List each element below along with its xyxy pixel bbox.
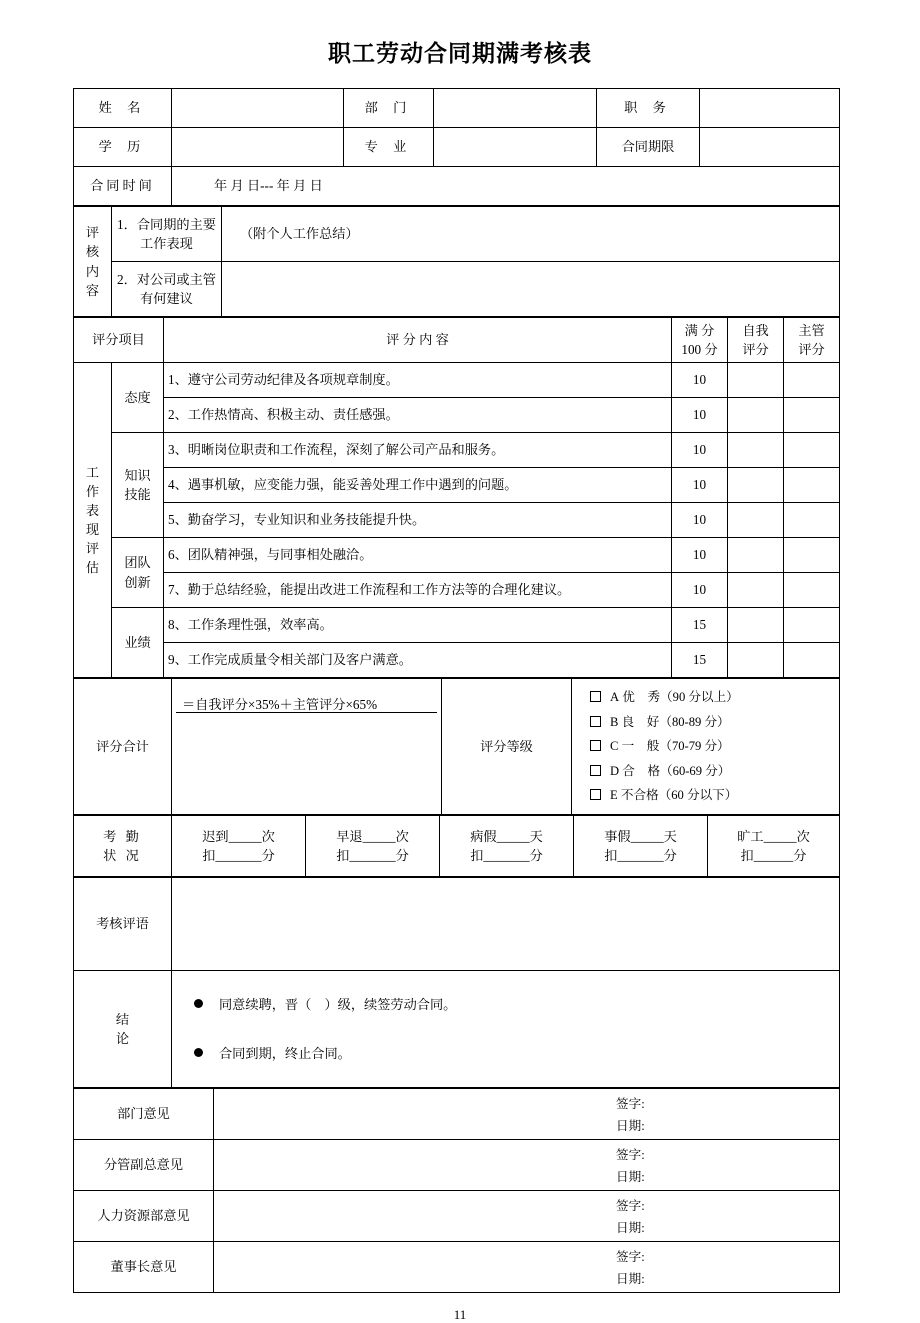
full-score-header-line2: 100 分 [681,342,718,357]
attendance-late-count[interactable]: 迟到_____次 [202,828,275,844]
supervisor-score-header-line1: 主管 [798,322,825,338]
score-item-self[interactable] [728,503,784,538]
score-item-self[interactable] [728,608,784,643]
table-row [74,503,840,538]
review-item2-field[interactable] [222,262,840,317]
review-item1-field[interactable]: （附个人工作总结） [222,207,840,262]
score-item-full: 15 [672,608,728,643]
score-item-full: 10 [672,538,728,573]
score-item-supervisor[interactable] [784,538,840,573]
score-item-supervisor[interactable] [784,468,840,503]
checkbox-icon[interactable] [590,691,601,702]
supervisor-score-header [784,318,840,363]
attendance-early-leave-count[interactable]: 早退_____次 [336,828,409,844]
attendance-absence-count[interactable]: 旷工_____次 [737,828,810,844]
score-item-text: 1、遵守公司劳动纪律及各项规章制度。 [164,363,672,398]
contract-time-field[interactable]: 年 月 日--- 年 月 日 [172,167,840,206]
full-score-header-line1: 满 分 [684,322,715,338]
table-row [74,815,840,876]
table-row [74,363,840,398]
group-label-char-5: 评 [85,541,100,557]
score-item-self[interactable] [728,363,784,398]
table-row [74,128,840,167]
table-row [74,1190,840,1241]
category-team-label [112,538,164,608]
table-row [74,468,840,503]
date-label: 日期: [616,1220,645,1235]
full-score-header [672,318,728,363]
signature-row-label-chairman: 董事长意见 [74,1241,214,1292]
score-item-self[interactable] [728,433,784,468]
page-title: 职工劳动合同期满考核表 [328,40,592,66]
table-row [74,167,840,206]
score-total-label: 评分合计 [74,679,172,815]
name-field[interactable] [172,89,344,128]
grade-option-a-text: A 优 秀（90 分以上） [610,690,739,704]
attendance-absence[interactable] [708,815,840,876]
work-performance-group-label [74,363,112,678]
date-label: 日期: [616,1118,645,1133]
score-table [73,317,840,678]
conclusion-option-terminate-text: 合同到期，终止合同。 [219,1045,351,1061]
score-item-header: 评分项目 [74,318,164,363]
category-performance-label: 业绩 [112,608,164,678]
grade-option-e[interactable] [590,783,835,808]
score-item-text: 4、遇事机敏，应变能力强，能妥善处理工作中遇到的问题。 [164,468,672,503]
score-item-supervisor[interactable] [784,433,840,468]
table-row [74,1088,840,1139]
table-row [74,679,840,815]
score-item-text: 3、明晰岗位职责和工作流程，深刻了解公司产品和服务。 [164,433,672,468]
attendance-sick-leave[interactable] [440,815,574,876]
review-item2-label: 2．对公司或主管有何建议 [112,262,222,317]
date-label: 日期: [616,1271,645,1286]
score-item-full: 10 [672,503,728,538]
page-number: 11 [453,1306,467,1322]
major-label: 专 业 [344,128,434,167]
contract-time-label: 合同时间 [74,167,172,206]
table-row [74,262,840,317]
table-row [74,207,840,262]
conclusion-option-terminate[interactable] [194,1021,835,1070]
review-label-char-1: 评 [85,225,100,241]
score-item-full: 15 [672,643,728,678]
checkbox-icon[interactable] [590,765,601,776]
self-score-header-line2: 评分 [742,342,769,357]
score-item-supervisor[interactable] [784,503,840,538]
score-item-self[interactable] [728,468,784,503]
score-item-text: 2、工作热情高、积极主动、责任感强。 [164,398,672,433]
department-field[interactable] [434,89,597,128]
score-item-text: 5、勤奋学习，专业知识和业务技能提升快。 [164,503,672,538]
attendance-label [74,815,172,876]
grade-label: 评分等级 [442,679,572,815]
score-item-full: 10 [672,398,728,433]
table-row [74,433,840,468]
checkbox-icon[interactable] [590,740,601,751]
signature-label: 签字: [616,1198,645,1213]
grade-option-e-text: E 不合格（60 分以下） [610,788,738,803]
signature-label: 签字: [616,1147,645,1162]
contract-term-label: 合同期限 [597,128,700,167]
table-row [74,877,840,970]
contract-term-field[interactable] [700,128,840,167]
comments-label: 考核评语 [74,877,172,970]
bullet-icon [194,999,203,1008]
department-label: 部 门 [344,89,434,128]
table-row [74,89,840,128]
conclusion-options [172,970,840,1087]
attendance-personal-leave-count[interactable]: 事假_____天 [604,828,677,844]
signature-row-field-vp[interactable] [214,1139,840,1190]
attendance-absence-deduct[interactable]: 扣______分 [740,847,807,863]
review-label-char-2: 核 [85,244,100,260]
group-label-char-3: 表 [85,502,100,518]
group-label-char-2: 作 [85,483,100,499]
score-item-self[interactable] [728,643,784,678]
table-row [74,1241,840,1292]
score-item-full: 10 [672,573,728,608]
review-item1-label: 1．合同期的主要工作表现 [112,207,222,262]
score-formula: ＝自我评分×35%＋主管评分×65% [176,691,437,713]
score-item-full: 10 [672,363,728,398]
category-attitude-label: 态度 [112,363,164,433]
checkbox-icon[interactable] [590,716,601,727]
group-label-char-4: 现 [85,522,100,537]
score-item-self[interactable] [728,573,784,608]
attendance-late-deduct[interactable]: 扣_______分 [202,847,275,863]
position-field[interactable] [700,89,840,128]
signature-row-field-chairman[interactable] [214,1241,840,1292]
signature-label: 签字: [616,1096,645,1111]
category-knowledge-line2: 技能 [124,487,151,502]
score-item-self[interactable] [728,538,784,573]
basic-info-table [73,88,840,206]
review-label-char-3: 内 [85,263,100,279]
attendance-late[interactable] [172,815,306,876]
category-team-line2: 创新 [124,574,151,590]
attendance-early-leave-deduct[interactable]: 扣_______分 [336,847,409,863]
grade-options [572,679,840,815]
score-item-text: 6、团队精神强，与同事相处融洽。 [164,538,672,573]
category-team-line1: 团队 [124,555,151,571]
grade-option-c[interactable] [590,734,835,759]
attendance-early-leave[interactable] [306,815,440,876]
score-item-supervisor[interactable] [784,573,840,608]
attendance-label-line2: 状 况 [103,847,142,863]
conclusion-option-renew-text: 同意续聘，晋（ ）级，续签劳动合同。 [219,996,457,1012]
score-item-supervisor[interactable] [784,398,840,433]
attendance-table [73,815,840,877]
review-content-label [74,207,112,317]
table-row [74,398,840,433]
comments-field[interactable] [172,877,840,970]
signatures-table [73,1088,840,1293]
grade-option-b[interactable] [590,710,835,735]
score-item-full: 10 [672,433,728,468]
name-label: 姓 名 [74,89,172,128]
comments-conclusion-table [73,877,840,1088]
supervisor-score-header-line2: 评分 [798,342,825,357]
score-total-cell [172,679,442,815]
date-label: 日期: [616,1169,645,1184]
signature-row-label-department: 部门意见 [74,1088,214,1139]
signature-label: 签字: [616,1249,645,1264]
checkbox-icon[interactable] [590,789,601,800]
score-item-supervisor[interactable] [784,363,840,398]
position-label: 职 务 [597,89,700,128]
review-label-char-4: 容 [85,282,100,298]
self-score-header [728,318,784,363]
conclusion-label-line2: 论 [115,1030,130,1046]
score-table-header-row [74,318,840,363]
score-item-text: 8、工作条理性强，效率高。 [164,608,672,643]
review-content-table [73,206,840,317]
grade-option-a[interactable] [590,685,835,710]
self-score-header-line1: 自我 [742,322,769,338]
conclusion-option-renew[interactable] [194,988,835,1021]
score-item-text: 9、工作完成质量令相关部门及客户满意。 [164,643,672,678]
attendance-personal-leave[interactable] [574,815,708,876]
category-knowledge-line1: 知识 [124,467,151,483]
score-item-self[interactable] [728,398,784,433]
conclusion-label [74,970,172,1087]
conclusion-label-line1: 结 [115,1011,130,1027]
grade-option-b-text: B 良 好（80-89 分） [610,714,730,729]
signature-row-field-hr[interactable] [214,1190,840,1241]
category-knowledge-label [112,433,164,538]
group-label-char-1: 工 [85,464,100,480]
grade-option-c-text: C 一 般（70-79 分） [610,739,730,754]
table-row [74,538,840,573]
score-item-supervisor[interactable] [784,608,840,643]
score-total-field[interactable] [176,713,437,801]
table-row [74,573,840,608]
major-field[interactable] [434,128,597,167]
grade-option-d-text: D 合 格（60-69 分） [610,763,731,778]
table-row [74,608,840,643]
table-row [74,643,840,678]
attendance-label-line1: 考 勤 [103,828,142,844]
table-row [74,1139,840,1190]
score-summary-table [73,678,840,815]
attendance-sick-leave-deduct[interactable]: 扣_______分 [470,847,543,863]
education-label: 学 历 [74,128,172,167]
score-item-full: 10 [672,468,728,503]
score-item-text: 7、勤于总结经验，能提出改进工作流程和工作方法等的合理化建议。 [164,573,672,608]
bullet-icon [194,1048,203,1057]
attendance-sick-leave-count[interactable]: 病假_____天 [470,828,543,844]
signature-row-field-department[interactable] [214,1088,840,1139]
score-item-supervisor[interactable] [784,643,840,678]
attendance-personal-leave-deduct[interactable]: 扣_______分 [604,847,677,863]
grade-option-d[interactable] [590,759,835,784]
signature-row-label-hr: 人力资源部意见 [74,1190,214,1241]
education-field[interactable] [172,128,344,167]
score-content-header: 评 分 内 容 [164,318,672,363]
group-label-char-6: 估 [85,560,100,576]
table-row [74,970,840,1087]
signature-row-label-vp: 分管副总意见 [74,1139,214,1190]
